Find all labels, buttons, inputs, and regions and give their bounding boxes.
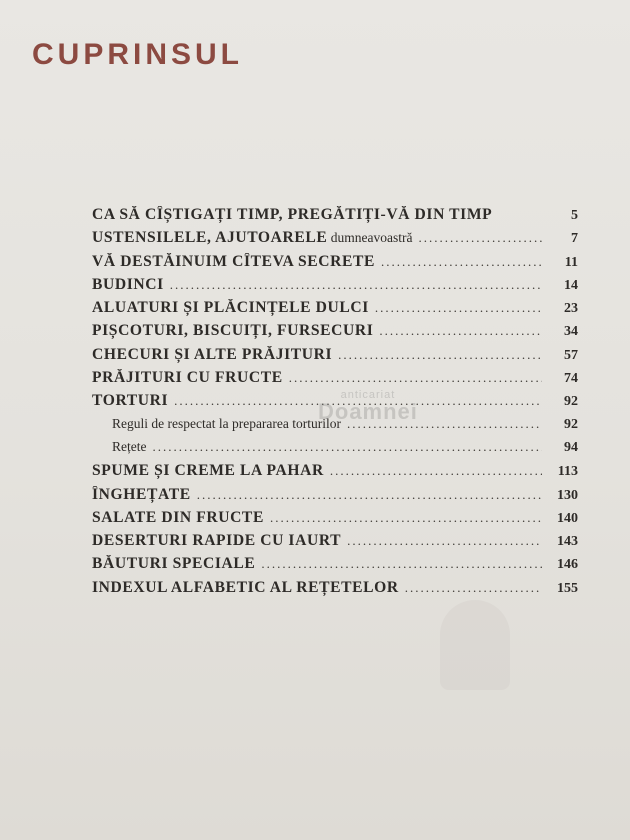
toc-entry-title-text: INDEXUL ALFABETIC AL REȚETELOR: [92, 578, 399, 596]
toc-entry-title-text: SPUME ȘI CREME LA PAHAR: [92, 462, 324, 480]
toc-entry: [92, 579, 578, 602]
toc-entry: [92, 369, 578, 392]
toc-entry-title: [92, 462, 324, 480]
toc-page-number: 113: [557, 464, 578, 480]
toc-entry-title: [92, 532, 341, 550]
toc-entry-title-text: VĂ DESTĂINUIM CÎTEVA SECRETE: [92, 252, 375, 270]
toc-entry-title-text: SALATE DIN FRUCTE: [92, 508, 264, 526]
toc-page-number: 7: [571, 231, 578, 247]
toc-entry-title: [92, 555, 255, 573]
toc-entry-title: [92, 253, 375, 271]
toc-entry-title: [92, 579, 399, 597]
toc-page-number: 146: [557, 557, 578, 573]
toc-entry-title-text: PRĂJITURI CU FRUCTE: [92, 369, 283, 387]
dot-leader: [338, 347, 542, 363]
toc-page-number: 143: [557, 534, 578, 550]
toc-entry-title-text: TORTURI: [92, 392, 169, 410]
dot-leader: [379, 323, 542, 339]
bleed-through-illustration: [440, 600, 510, 690]
toc-entry: [92, 532, 578, 555]
dot-leader: [170, 277, 542, 293]
dot-leader: [261, 556, 542, 572]
toc-entry: [92, 346, 578, 369]
toc-entry-title: [92, 206, 492, 224]
watermark-line-2: Doamnei: [318, 399, 418, 424]
dot-leader: [418, 230, 542, 246]
toc-page-number: 11: [564, 254, 578, 270]
dot-leader: [405, 580, 542, 596]
toc-page-number: 74: [564, 371, 578, 387]
toc-page-number: 130: [557, 487, 578, 503]
dot-leader: [289, 370, 542, 386]
toc-page-number: 23: [564, 301, 578, 317]
dot-leader: [270, 510, 542, 526]
toc-entry-title: [92, 276, 164, 294]
dot-leader: [330, 463, 542, 479]
toc-entry: [92, 276, 578, 299]
toc-entry-title: [92, 229, 412, 247]
toc-entry: [92, 439, 578, 462]
toc-page-number: 57: [564, 347, 578, 363]
toc-entry-title: [92, 322, 373, 340]
toc-page-number: 92: [564, 394, 578, 410]
toc-entry-title: [92, 369, 283, 387]
toc-page-number: 140: [557, 510, 578, 526]
toc-entry-title-text: CHECURI ȘI ALTE PRĂJITURI: [92, 345, 333, 363]
toc-entry: [92, 509, 578, 532]
toc-entry-title-text: ÎNGHEȚATE: [92, 485, 191, 503]
toc-entry-title: [92, 439, 146, 455]
toc-entry-title-text: USTENSILELE, AJUTOARELE: [92, 229, 328, 247]
dot-leader: [347, 533, 542, 549]
toc-entry-title-text: PIȘCOTURI, BISCUIȚI, FURSECURI: [92, 322, 374, 340]
toc-page-number: 14: [564, 277, 578, 293]
toc-page-number: 94: [564, 439, 578, 455]
toc-entry-title-text: Rețete: [112, 438, 147, 454]
toc-entry-title: [92, 509, 264, 527]
toc-entry-title-text: DESERTURI RAPIDE CU IAURT: [92, 532, 342, 550]
toc-entry: [92, 206, 578, 229]
dot-leader: [381, 254, 542, 270]
dot-leader: [152, 439, 542, 455]
toc-page-number: 5: [571, 208, 578, 223]
toc-entry-title: [92, 392, 168, 410]
dot-leader: [197, 487, 542, 503]
toc-entry-title-text: BĂUTURI SPECIALE: [92, 555, 256, 573]
toc-entry: [92, 229, 578, 252]
toc-entry: [92, 555, 578, 578]
toc-entry-title: [92, 299, 369, 317]
toc-entry-title: [92, 486, 191, 504]
toc-entry-title-text: ALUATURI ȘI PLĂCINȚELE DULCI: [92, 299, 369, 317]
watermark: [318, 390, 418, 423]
watermark-line-1: anticariat: [340, 389, 396, 401]
toc-entry: [92, 486, 578, 509]
toc-entry-title: [92, 416, 341, 432]
toc-entry: [92, 299, 578, 322]
toc-page-number: 155: [557, 580, 578, 596]
toc-entry: [92, 462, 578, 485]
toc-page-number: 34: [564, 324, 578, 340]
toc-entry-title-suffix: dumneavoastră: [327, 230, 413, 246]
toc-entry-title-text: CA SĂ CÎȘTIGAȚI TIMP, PREGĂTIȚI-VĂ DIN TIMP: [92, 206, 493, 223]
toc-entry: [92, 322, 578, 345]
dot-leader: [375, 300, 542, 316]
page-title: CUPRINSUL: [32, 38, 244, 71]
toc-page-number: 92: [564, 416, 578, 432]
toc-entry: [92, 253, 578, 276]
toc-entry-title-text: BUDINCI: [92, 275, 164, 293]
toc-entry-title-text: Reguli de respectat la prepararea torturilor: [112, 415, 342, 431]
toc-entry-title: [92, 346, 332, 364]
